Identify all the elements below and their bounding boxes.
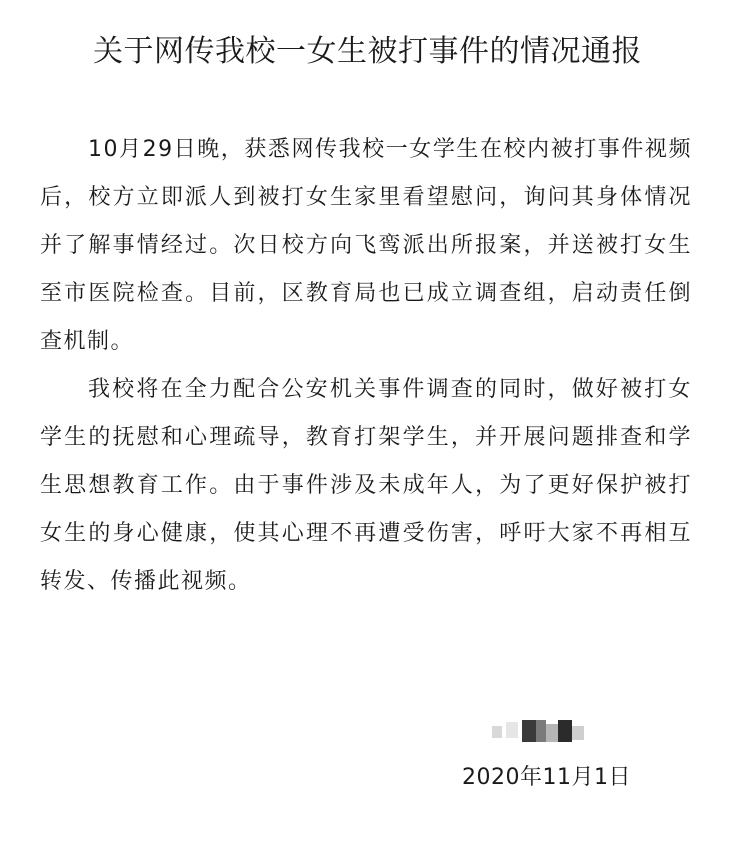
document-title: 关于网传我校一女生被打事件的情况通报	[93, 34, 642, 69]
paragraph-2: 我校将在全力配合公安机关事件调查的同时，做好被打女学生的抚慰和心理疏导，教育打架学生，并开展问题排查和学生思想教育工作。由于事件涉及未成年人，为了更好保护被打女生的身心健康，使其心理不再遭受伤害，呼吁大家不再相互转发、传播此视频。	[40, 377, 692, 594]
document-date: 2020年11月1日	[462, 765, 631, 790]
redacted-signature	[492, 718, 586, 744]
paragraph-1: 10月29日晚，获悉网传我校一女学生在校内被打事件视频后，校方立即派人到被打女生家里看望慰问，询问其身体情况并了解事情经过。次日校方向飞鸾派出所报案，并送被打女生至市医院检查。目前，区教育局也已成立调查组，启动责任倒查机制。	[40, 137, 692, 354]
